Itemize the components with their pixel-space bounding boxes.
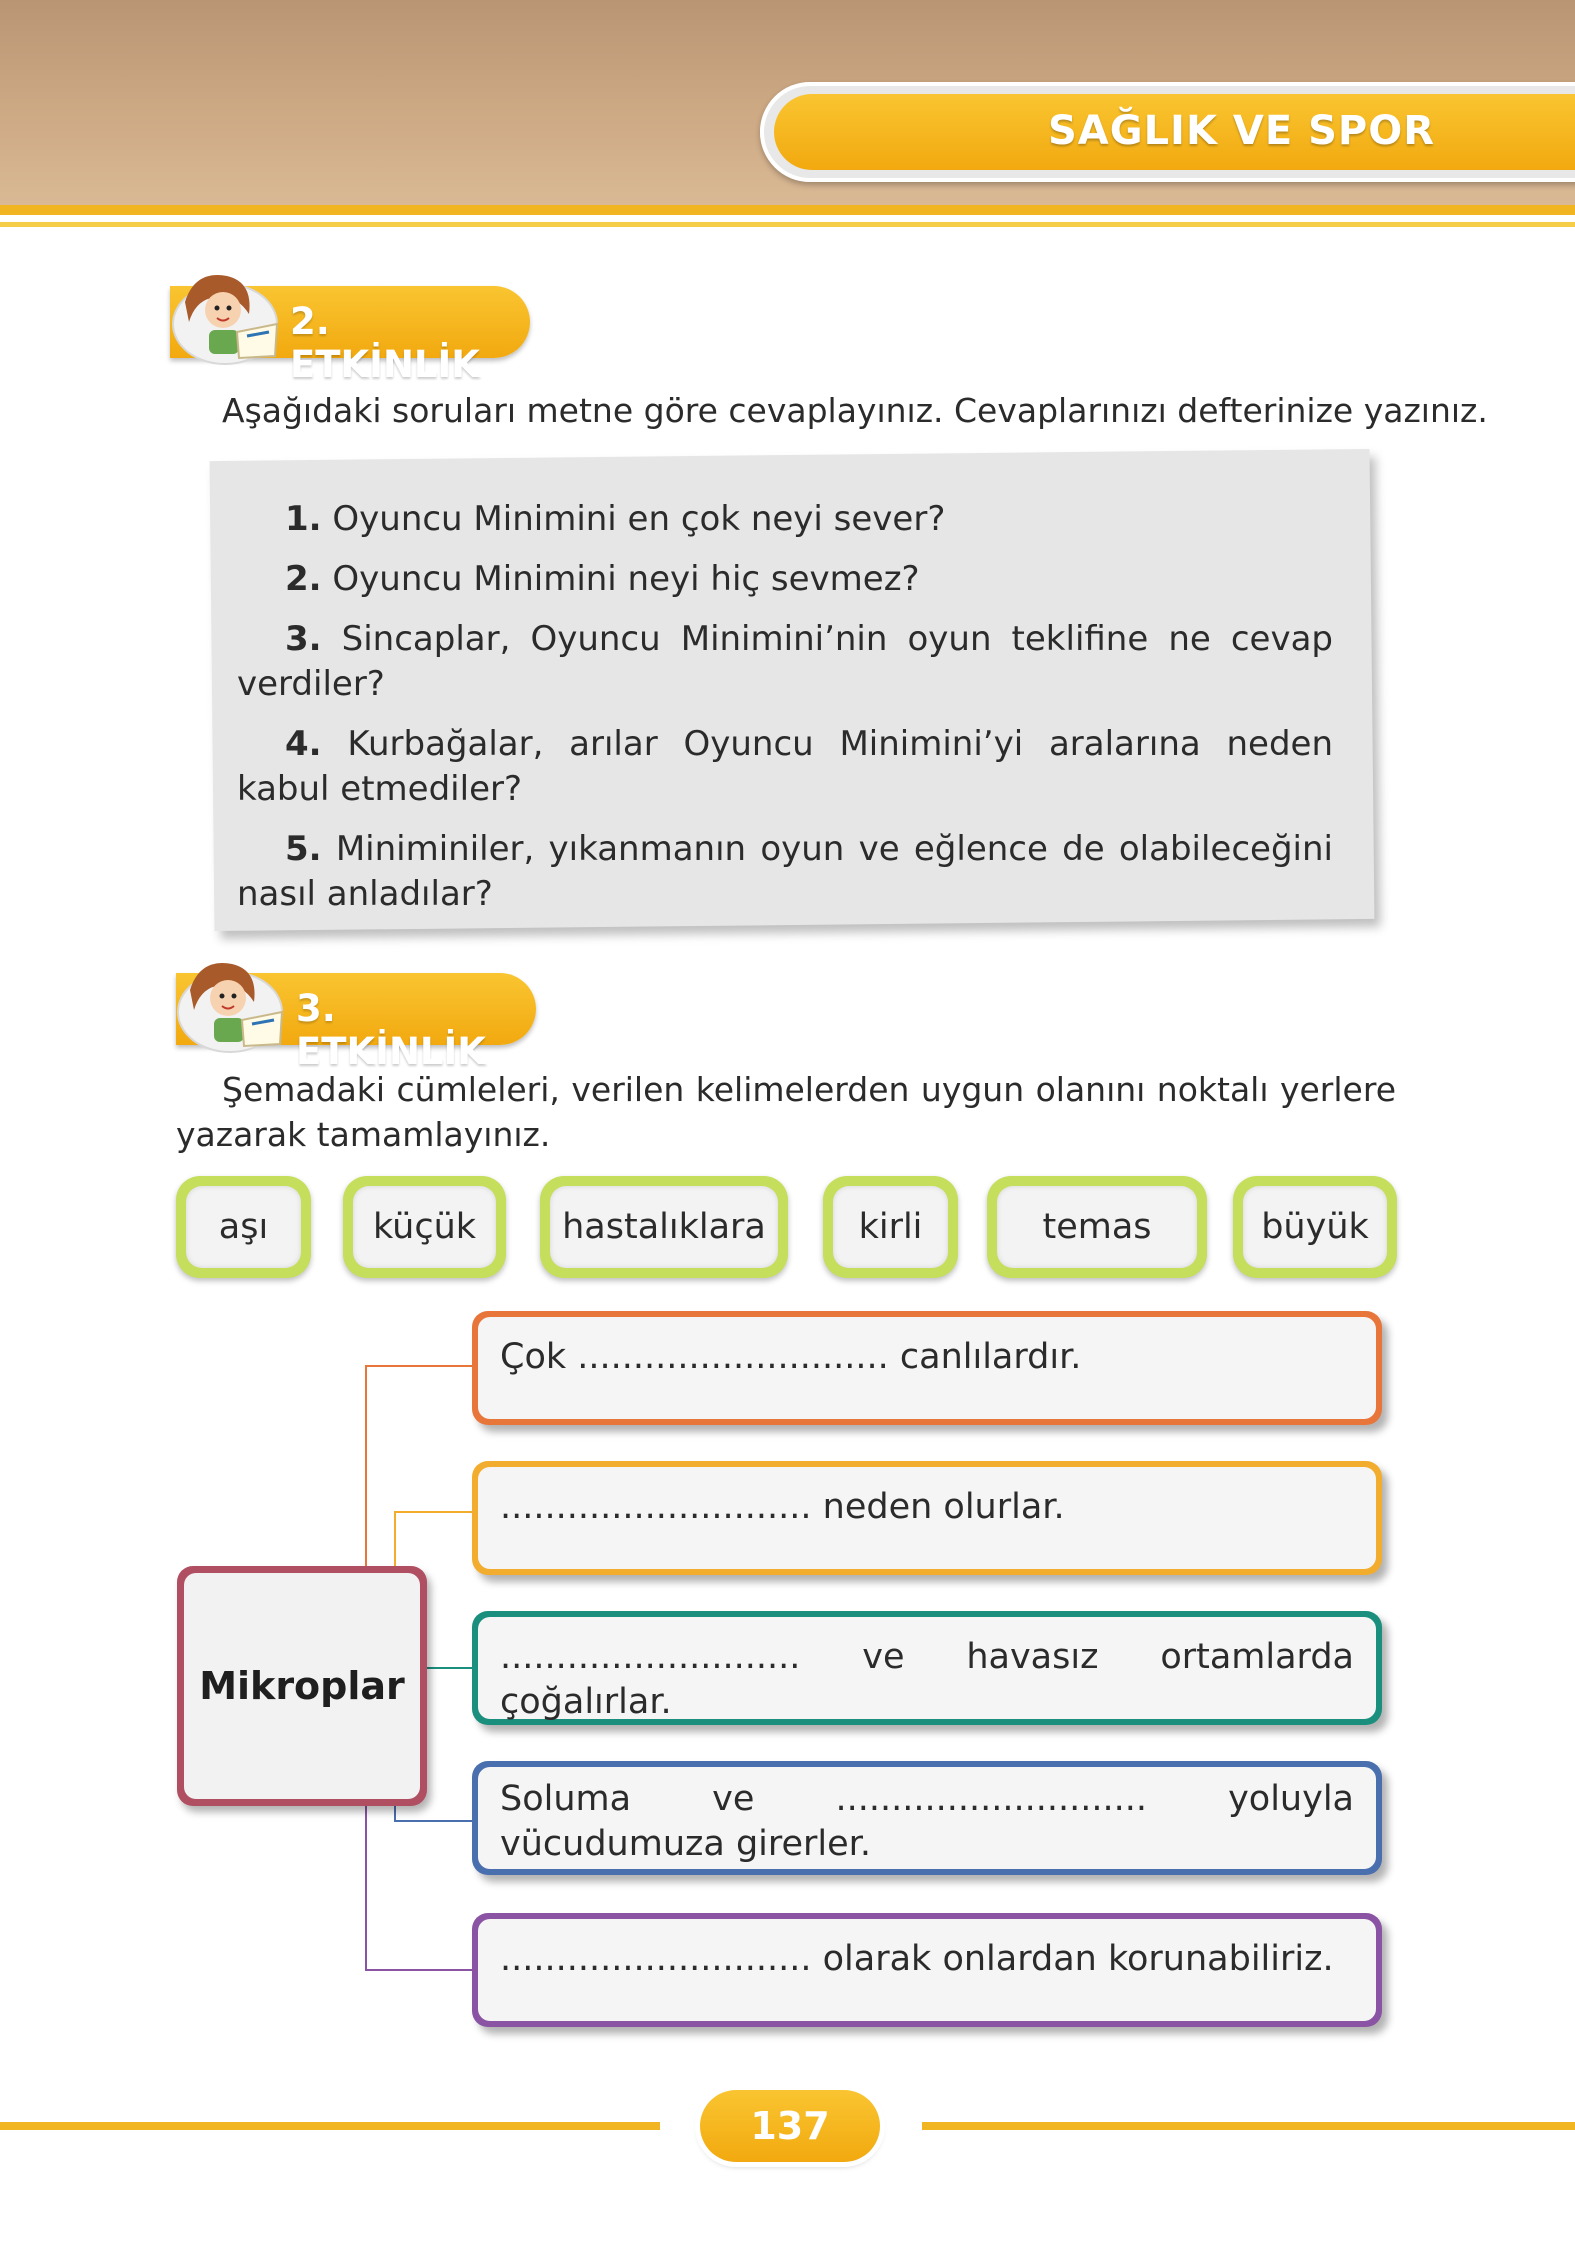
question-text: Oyuncu Minimini en çok neyi sever?: [321, 499, 946, 539]
section-title: SAĞLIK VE SPOR: [1047, 108, 1435, 154]
word-label: büyük: [1243, 1186, 1387, 1268]
sentence-text: ........................... ve havasız ortamlarda çoğalırlar.: [478, 1617, 1376, 1719]
question-text: Sincaplar, Oyuncu Minimini’nin oyun teklifine ne cevap verdiler?: [237, 619, 1333, 704]
root-node: [177, 1566, 427, 1806]
sentence-text: Çok ............................ canlılardır.: [478, 1317, 1376, 1419]
question-number: 5.: [285, 829, 322, 869]
sentence-box-5: [472, 1913, 1382, 2027]
question-text: Oyuncu Minimini neyi hiç sevmez?: [321, 559, 920, 599]
question-number: 2.: [285, 559, 322, 599]
activity-2-badge-label: 2. ETKİNLİK: [290, 300, 480, 386]
word-label: küçük: [353, 1186, 496, 1268]
word-label: kirli: [833, 1186, 948, 1268]
sentence-text: ............................ olarak onlardan korunabiliriz.: [478, 1919, 1376, 2021]
question-text: Kurbağalar, arılar Oyuncu Minimini’yi aralarına neden kabul etmediler?: [237, 724, 1333, 809]
footer-line-right: [922, 2122, 1575, 2130]
question-text: Miniminiler, yıkanmanın oyun ve eğlence de olabileceğini nasıl anladılar?: [237, 829, 1333, 914]
sentence-text: ............................ neden olurlar.: [478, 1467, 1376, 1569]
activity-3-badge-label: 3. ETKİNLİK: [296, 987, 486, 1073]
root-node-label: Mikroplar: [184, 1573, 420, 1799]
sentence-box-2: [472, 1461, 1382, 1575]
sentence-box-1: [472, 1311, 1382, 1425]
sentence-box-3: [472, 1611, 1382, 1725]
activity-3-instruction: Şemadaki cümleleri, verilen kelimelerden uygun olanını noktalı yerlere yazarak tamamlayınız.: [176, 1070, 1396, 1154]
page-number: 137: [700, 2090, 880, 2162]
question-number: 3.: [285, 619, 322, 659]
word-label: temas: [997, 1186, 1197, 1268]
question-number: 1.: [285, 499, 322, 539]
word-label: aşı: [186, 1186, 301, 1268]
word-label: hastalıklara: [550, 1186, 778, 1268]
footer-line-left: [0, 2122, 660, 2130]
question-number: 4.: [285, 724, 322, 764]
activity-2-instruction: Aşağıdaki soruları metne göre cevaplayınız. Cevaplarınızı defterinize yazınız.: [222, 391, 1488, 430]
sentence-box-4: [472, 1761, 1382, 1875]
sentence-text: Soluma ve ............................ yoluyla vücudumuza girerler.: [478, 1767, 1376, 1869]
